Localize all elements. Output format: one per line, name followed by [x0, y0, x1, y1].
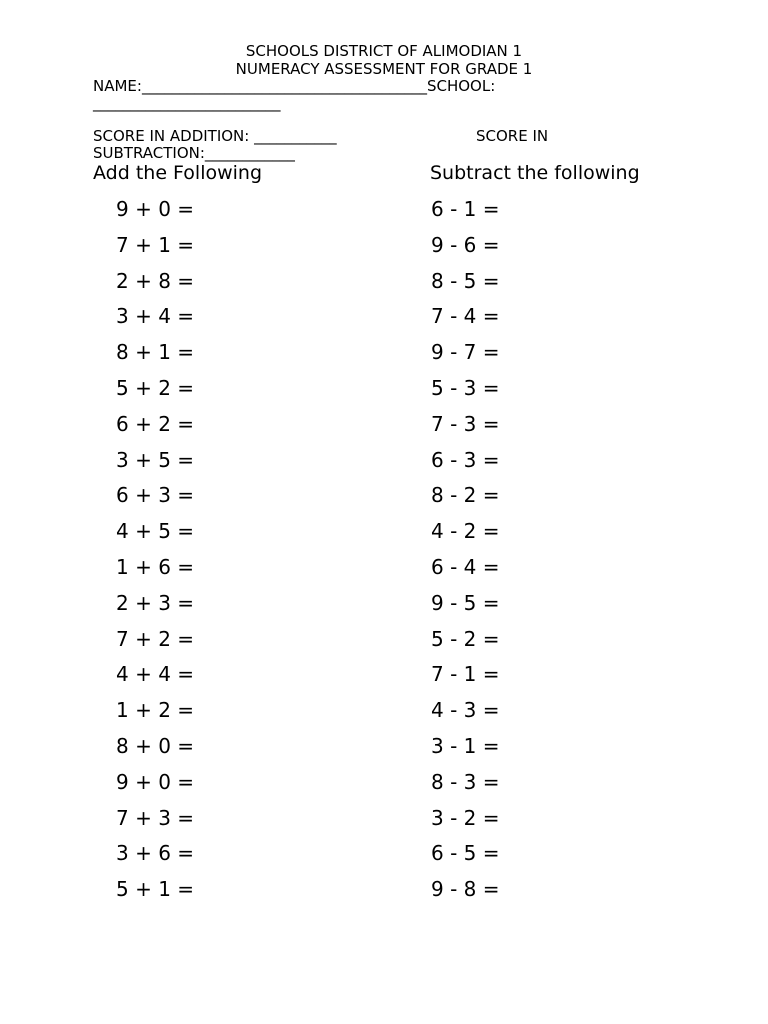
addition-problem: 7 + 1 = — [116, 232, 195, 257]
addition-problem: 8 + 0 = — [116, 733, 195, 758]
subtraction-problem: 6 - 5 = — [431, 841, 500, 866]
addition-problem-list — [116, 194, 194, 910]
subtraction-problem: 4 - 2 = — [431, 519, 500, 544]
name-school-line: NAME:______________________________________SCHOOL: — [93, 77, 496, 95]
subtraction-problem: 7 - 3 = — [431, 411, 500, 436]
addition-problem: 1 + 2 = — [116, 698, 195, 723]
assessment-title: NUMERACY ASSESSMENT FOR GRADE 1 — [235, 60, 533, 78]
addition-title: Add the Following — [93, 162, 263, 184]
addition-problem: 7 + 2 = — [116, 626, 195, 651]
subtraction-problem: 7 - 1 = — [431, 662, 500, 687]
subtraction-problem: 8 - 2 = — [431, 483, 500, 508]
score-subtraction-field: SUBTRACTION:____________ — [93, 144, 295, 162]
school-blank-line: _________________________ — [93, 94, 281, 112]
subtraction-problem: 5 - 2 = — [431, 626, 500, 651]
addition-problem: 5 + 1 = — [116, 877, 195, 902]
subtraction-problem: 9 - 7 = — [431, 340, 500, 365]
addition-problem: 9 + 0 = — [116, 769, 195, 794]
addition-problem: 9 + 0 = — [116, 197, 195, 221]
subtraction-problem: 6 - 1 = — [431, 197, 500, 221]
addition-problem: 6 + 3 = — [116, 483, 195, 508]
subtraction-problem: 3 - 1 = — [431, 733, 500, 758]
subtraction-problem: 6 - 4 = — [431, 554, 500, 579]
subtraction-problem: 4 - 3 = — [431, 698, 500, 723]
subtraction-problem: 8 - 3 = — [431, 769, 500, 794]
addition-problem: 2 + 8 = — [116, 268, 195, 293]
subtraction-problem: 9 - 6 = — [431, 232, 500, 257]
addition-problem: 3 + 5 = — [116, 447, 195, 472]
addition-problem: 4 + 4 = — [116, 662, 195, 687]
addition-problem: 6 + 2 = — [116, 411, 195, 436]
addition-problem: 4 + 5 = — [116, 519, 195, 544]
score-in-label: SCORE IN — [476, 127, 549, 145]
subtraction-problem: 6 - 3 = — [431, 447, 500, 472]
addition-problem: 2 + 3 = — [116, 590, 195, 615]
subtraction-problem-list — [431, 194, 500, 910]
subtraction-problem: 8 - 5 = — [431, 268, 500, 293]
addition-problem: 3 + 6 = — [116, 841, 195, 866]
district-title: SCHOOLS DISTRICT OF ALIMODIAN 1 — [245, 42, 523, 60]
subtraction-problem: 9 - 5 = — [431, 590, 500, 615]
subtraction-problem: 5 - 3 = — [431, 375, 500, 400]
addition-problem: 3 + 4 = — [116, 304, 195, 329]
addition-problem: 5 + 2 = — [116, 375, 195, 400]
score-addition-field: SCORE IN ADDITION: ___________ — [93, 127, 337, 145]
addition-problem: 8 + 1 = — [116, 340, 195, 365]
addition-problem: 7 + 3 = — [116, 805, 195, 830]
subtraction-problem: 9 - 8 = — [431, 877, 500, 902]
subtraction-title: Subtract the following — [430, 162, 640, 184]
addition-problem: 1 + 6 = — [116, 554, 195, 579]
subtraction-problem: 3 - 2 = — [431, 805, 500, 830]
subtraction-problem: 7 - 4 = — [431, 304, 500, 329]
